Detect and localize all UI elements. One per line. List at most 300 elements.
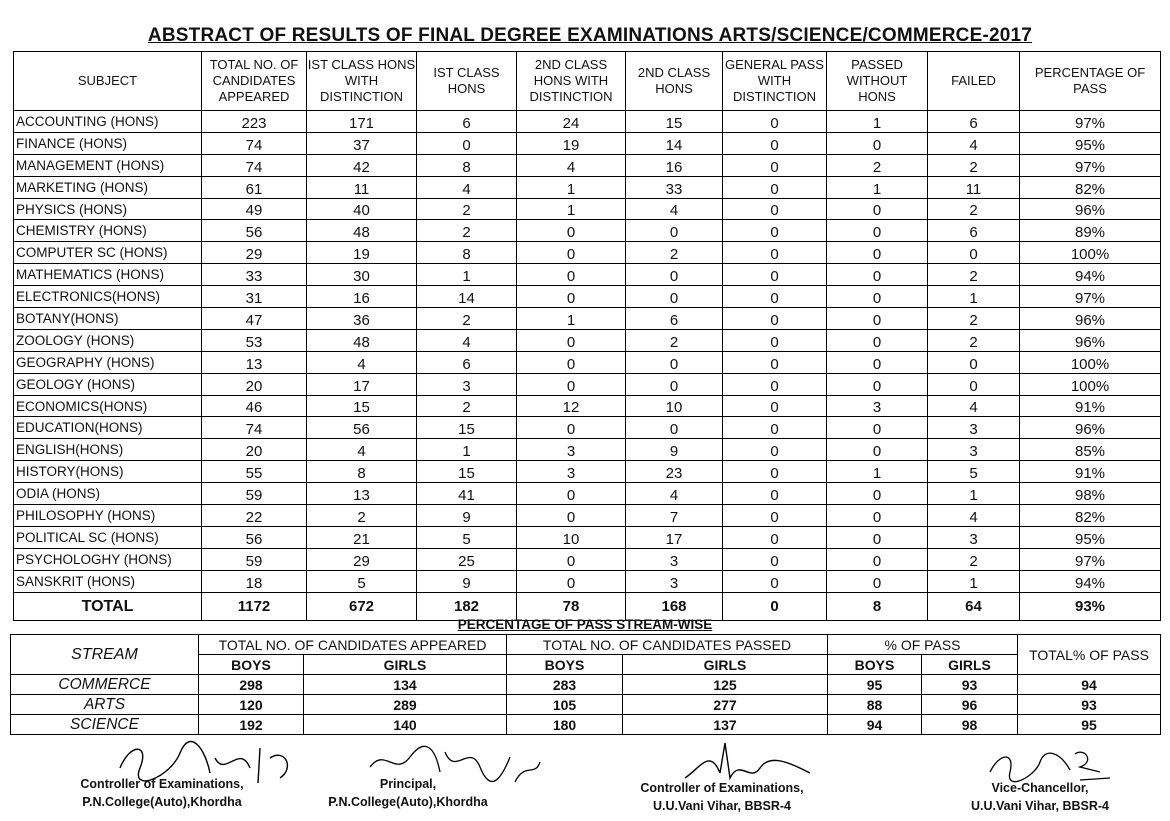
header-general-pass-distinction: GENERAL PASS WITH DISTINCTION [723, 52, 827, 111]
cell-stream-name: ARTS [11, 695, 199, 715]
cell-subject: GEOLOGY (HONS) [14, 373, 202, 395]
cell-second: 7 [626, 505, 723, 527]
cell-second: 33 [626, 176, 723, 198]
stream-section-title: PERCENTAGE OF PASS STREAM-WISE [457, 617, 713, 632]
signature-block-2 [298, 775, 518, 811]
cell-passed-without: 1 [827, 176, 928, 198]
total-pct: 93% [1020, 592, 1161, 620]
cell-first: 15 [417, 417, 517, 439]
cell-subject: ZOOLOGY (HONS) [14, 329, 202, 351]
cell-failed: 1 [928, 483, 1020, 505]
signature-block-1 [52, 775, 272, 811]
cell-passed-without: 0 [827, 505, 928, 527]
cell-appeared: 53 [202, 329, 307, 351]
cell-appeared: 20 [202, 373, 307, 395]
cell-passed-without: 0 [827, 329, 928, 351]
table-row [14, 373, 1161, 395]
cell-second: 23 [626, 461, 723, 483]
table-row [14, 505, 1161, 527]
document-title: ABSTRACT OF RESULTS OF FINAL DEGREE EXAMINATIONS ARTS/SCIENCE/COMMERCE-2017 [147, 25, 1033, 46]
table-row [14, 220, 1161, 242]
signature-2-title: Principal, [379, 777, 437, 791]
cell-failed: 2 [928, 548, 1020, 570]
cell-subject: HISTORY(HONS) [14, 461, 202, 483]
cell-general-dist: 0 [723, 264, 827, 286]
cell-second: 6 [626, 308, 723, 330]
cell-general-dist: 0 [723, 395, 827, 417]
cell-pct-girls: 93 [922, 675, 1018, 695]
cell-passed-boys: 105 [507, 695, 623, 715]
table-row [14, 417, 1161, 439]
cell-general-dist: 0 [723, 242, 827, 264]
cell-total-pct: 94 [1018, 675, 1161, 695]
total-row [14, 592, 1161, 620]
signature-3-title: Controller of Examinations, [640, 781, 804, 795]
total-first-dist: 672 [307, 592, 417, 620]
table-row [14, 461, 1161, 483]
total-first: 182 [417, 592, 517, 620]
cell-passed-girls: 125 [623, 675, 828, 695]
table-row [14, 198, 1161, 220]
total-subject: TOTAL [14, 592, 202, 620]
cell-second: 14 [626, 132, 723, 154]
cell-failed: 0 [928, 351, 1020, 373]
cell-second: 4 [626, 198, 723, 220]
cell-passed-without: 0 [827, 308, 928, 330]
cell-passed-without: 0 [827, 483, 928, 505]
total-general-dist: 0 [723, 592, 827, 620]
cell-pct: 96% [1020, 329, 1161, 351]
cell-passed-without: 0 [827, 132, 928, 154]
cell-general-dist: 0 [723, 132, 827, 154]
cell-second-dist: 0 [517, 570, 626, 592]
cell-appeared: 55 [202, 461, 307, 483]
cell-passed-without: 0 [827, 570, 928, 592]
header-appeared: TOTAL NO. OF CANDIDATES APPEARED [202, 52, 307, 111]
cell-appeared-boys: 298 [199, 675, 304, 695]
cell-subject: FINANCE (HONS) [14, 132, 202, 154]
cell-first: 9 [417, 570, 517, 592]
cell-second-dist: 0 [517, 286, 626, 308]
cell-pct: 95% [1020, 132, 1161, 154]
cell-second-dist: 10 [517, 526, 626, 548]
cell-second: 4 [626, 483, 723, 505]
cell-first: 5 [417, 526, 517, 548]
cell-first-dist: 171 [307, 111, 417, 133]
cell-stream-name: COMMERCE [11, 675, 199, 695]
cell-first: 14 [417, 286, 517, 308]
cell-second-dist: 0 [517, 329, 626, 351]
cell-first-dist: 40 [307, 198, 417, 220]
cell-subject: MARKETING (HONS) [14, 176, 202, 198]
cell-second: 3 [626, 548, 723, 570]
cell-subject: PHYSICS (HONS) [14, 198, 202, 220]
total-second-dist: 78 [517, 592, 626, 620]
cell-second-dist: 4 [517, 154, 626, 176]
cell-total-pct: 95 [1018, 715, 1161, 735]
cell-passed-without: 0 [827, 526, 928, 548]
cell-passed-girls: 277 [623, 695, 828, 715]
cell-subject: MATHEMATICS (HONS) [14, 264, 202, 286]
cell-appeared: 18 [202, 570, 307, 592]
cell-passed-without: 0 [827, 220, 928, 242]
cell-second-dist: 0 [517, 548, 626, 570]
cell-failed: 3 [928, 526, 1020, 548]
cell-passed-without: 0 [827, 373, 928, 395]
cell-appeared: 33 [202, 264, 307, 286]
cell-appeared-boys: 120 [199, 695, 304, 715]
cell-second-dist: 0 [517, 351, 626, 373]
header-second-class: 2ND CLASS HONS [626, 52, 723, 111]
cell-first: 1 [417, 439, 517, 461]
cell-second-dist: 0 [517, 483, 626, 505]
cell-failed: 4 [928, 505, 1020, 527]
cell-passed-girls: 137 [623, 715, 828, 735]
total-second: 168 [626, 592, 723, 620]
cell-first-dist: 21 [307, 526, 417, 548]
appeared-header: TOTAL NO. OF CANDIDATES APPEARED [199, 635, 507, 655]
cell-first-dist: 36 [307, 308, 417, 330]
table-row [14, 111, 1161, 133]
cell-first: 6 [417, 111, 517, 133]
cell-appeared: 74 [202, 132, 307, 154]
cell-failed: 4 [928, 132, 1020, 154]
cell-pct: 94% [1020, 570, 1161, 592]
cell-failed: 2 [928, 308, 1020, 330]
cell-pct-girls: 96 [922, 695, 1018, 715]
cell-first-dist: 16 [307, 286, 417, 308]
total-passed-without: 8 [827, 592, 928, 620]
cell-appeared: 74 [202, 154, 307, 176]
cell-appeared-boys: 192 [199, 715, 304, 735]
cell-appeared: 61 [202, 176, 307, 198]
cell-appeared: 59 [202, 483, 307, 505]
cell-general-dist: 0 [723, 505, 827, 527]
table-row [14, 242, 1161, 264]
cell-appeared: 74 [202, 417, 307, 439]
cell-first-dist: 29 [307, 548, 417, 570]
pct-girls-header: GIRLS [922, 655, 1018, 675]
cell-failed: 6 [928, 220, 1020, 242]
appeared-girls-header: GIRLS [304, 655, 507, 675]
cell-second: 0 [626, 351, 723, 373]
cell-second: 9 [626, 439, 723, 461]
table-row [14, 286, 1161, 308]
cell-failed: 2 [928, 264, 1020, 286]
cell-pct-boys: 88 [828, 695, 922, 715]
cell-first: 1 [417, 264, 517, 286]
cell-passed-boys: 180 [507, 715, 623, 735]
signature-3-institution: U.U.Vani Vihar, BBSR-4 [652, 799, 791, 813]
cell-second-dist: 1 [517, 308, 626, 330]
cell-failed: 11 [928, 176, 1020, 198]
signature-4-title: Vice-Chancellor, [991, 781, 1089, 795]
cell-appeared-girls: 140 [304, 715, 507, 735]
cell-first-dist: 15 [307, 395, 417, 417]
cell-second: 16 [626, 154, 723, 176]
cell-first: 8 [417, 154, 517, 176]
cell-general-dist: 0 [723, 461, 827, 483]
cell-stream-name: SCIENCE [11, 715, 199, 735]
cell-appeared: 56 [202, 526, 307, 548]
cell-first-dist: 48 [307, 220, 417, 242]
cell-general-dist: 0 [723, 439, 827, 461]
results-table [13, 51, 1161, 621]
cell-first: 2 [417, 308, 517, 330]
cell-passed-without: 0 [827, 264, 928, 286]
cell-general-dist: 0 [723, 373, 827, 395]
cell-second-dist: 0 [517, 264, 626, 286]
cell-first-dist: 2 [307, 505, 417, 527]
cell-appeared: 20 [202, 439, 307, 461]
cell-general-dist: 0 [723, 570, 827, 592]
table-row [14, 154, 1161, 176]
stream-header: STREAM [11, 635, 199, 675]
cell-appeared-girls: 289 [304, 695, 507, 715]
cell-second-dist: 1 [517, 176, 626, 198]
passed-girls-header: GIRLS [623, 655, 828, 675]
cell-first: 2 [417, 395, 517, 417]
cell-passed-without: 0 [827, 417, 928, 439]
cell-passed-boys: 283 [507, 675, 623, 695]
cell-appeared: 13 [202, 351, 307, 373]
cell-failed: 2 [928, 198, 1020, 220]
cell-pct-boys: 95 [828, 675, 922, 695]
cell-appeared: 22 [202, 505, 307, 527]
cell-general-dist: 0 [723, 220, 827, 242]
cell-pct: 98% [1020, 483, 1161, 505]
table-row [14, 439, 1161, 461]
cell-second-dist: 1 [517, 198, 626, 220]
cell-first-dist: 11 [307, 176, 417, 198]
cell-general-dist: 0 [723, 483, 827, 505]
cell-second-dist: 3 [517, 439, 626, 461]
cell-appeared: 29 [202, 242, 307, 264]
cell-failed: 4 [928, 395, 1020, 417]
table-row [14, 526, 1161, 548]
results-header-row [14, 52, 1161, 111]
signature-block-3 [612, 779, 832, 815]
cell-first: 3 [417, 373, 517, 395]
cell-pct: 100% [1020, 373, 1161, 395]
cell-pct: 91% [1020, 461, 1161, 483]
results-body [14, 111, 1161, 621]
cell-subject: ODIA (HONS) [14, 483, 202, 505]
header-first-class: IST CLASS HONS [417, 52, 517, 111]
passed-header: TOTAL NO. OF CANDIDATES PASSED [507, 635, 828, 655]
cell-subject: EDUCATION(HONS) [14, 417, 202, 439]
cell-appeared: 49 [202, 198, 307, 220]
cell-general-dist: 0 [723, 198, 827, 220]
cell-total-pct: 93 [1018, 695, 1161, 715]
cell-first: 15 [417, 461, 517, 483]
cell-first-dist: 48 [307, 329, 417, 351]
cell-failed: 3 [928, 439, 1020, 461]
cell-appeared: 47 [202, 308, 307, 330]
cell-pct: 95% [1020, 526, 1161, 548]
cell-second: 15 [626, 111, 723, 133]
signature-2-institution: P.N.College(Auto),Khordha [328, 795, 488, 809]
table-row [14, 395, 1161, 417]
cell-subject: POLITICAL SC (HONS) [14, 526, 202, 548]
cell-second: 0 [626, 417, 723, 439]
cell-passed-without: 0 [827, 351, 928, 373]
cell-second-dist: 0 [517, 417, 626, 439]
cell-failed: 3 [928, 417, 1020, 439]
cell-appeared: 31 [202, 286, 307, 308]
cell-subject: PHILOSOPHY (HONS) [14, 505, 202, 527]
table-row [14, 570, 1161, 592]
cell-general-dist: 0 [723, 176, 827, 198]
cell-pct: 100% [1020, 242, 1161, 264]
cell-first-dist: 17 [307, 373, 417, 395]
cell-pct: 97% [1020, 548, 1161, 570]
cell-second-dist: 0 [517, 242, 626, 264]
cell-general-dist: 0 [723, 111, 827, 133]
cell-first: 4 [417, 329, 517, 351]
cell-second: 17 [626, 526, 723, 548]
cell-appeared: 223 [202, 111, 307, 133]
stream-table [10, 634, 1161, 735]
cell-second: 2 [626, 242, 723, 264]
cell-first-dist: 4 [307, 439, 417, 461]
cell-passed-without: 1 [827, 111, 928, 133]
pct-pass-header: % OF PASS [828, 635, 1018, 655]
cell-second: 0 [626, 264, 723, 286]
cell-subject: SANSKRIT (HONS) [14, 570, 202, 592]
cell-general-dist: 0 [723, 308, 827, 330]
cell-passed-without: 0 [827, 242, 928, 264]
cell-failed: 1 [928, 570, 1020, 592]
cell-pct: 82% [1020, 176, 1161, 198]
cell-subject: PSYCHOLOGHY (HONS) [14, 548, 202, 570]
stream-row [11, 675, 1161, 695]
cell-second-dist: 0 [517, 220, 626, 242]
cell-general-dist: 0 [723, 286, 827, 308]
pct-boys-header: BOYS [828, 655, 922, 675]
cell-first: 0 [417, 132, 517, 154]
cell-pct: 100% [1020, 351, 1161, 373]
cell-first: 2 [417, 220, 517, 242]
cell-appeared: 56 [202, 220, 307, 242]
cell-failed: 0 [928, 242, 1020, 264]
header-second-class-distinction: 2ND CLASS HONS WITH DISTINCTION [517, 52, 626, 111]
cell-pct: 97% [1020, 286, 1161, 308]
total-pct-header: TOTAL% OF PASS [1018, 635, 1161, 675]
cell-first-dist: 8 [307, 461, 417, 483]
cell-subject: CHEMISTRY (HONS) [14, 220, 202, 242]
cell-second: 10 [626, 395, 723, 417]
cell-failed: 1 [928, 286, 1020, 308]
cell-subject: ACCOUNTING (HONS) [14, 111, 202, 133]
total-appeared: 1172 [202, 592, 307, 620]
signature-4-institution: U.U.Vani Vihar, BBSR-4 [970, 799, 1109, 813]
cell-first-dist: 56 [307, 417, 417, 439]
cell-pct: 82% [1020, 505, 1161, 527]
stream-row [11, 695, 1161, 715]
cell-failed: 5 [928, 461, 1020, 483]
cell-subject: BOTANY(HONS) [14, 308, 202, 330]
cell-second: 0 [626, 286, 723, 308]
cell-second-dist: 3 [517, 461, 626, 483]
cell-first-dist: 30 [307, 264, 417, 286]
cell-failed: 2 [928, 154, 1020, 176]
cell-first: 4 [417, 176, 517, 198]
appeared-boys-header: BOYS [199, 655, 304, 675]
cell-subject: MANAGEMENT (HONS) [14, 154, 202, 176]
cell-pct: 94% [1020, 264, 1161, 286]
cell-passed-without: 1 [827, 461, 928, 483]
cell-first-dist: 37 [307, 132, 417, 154]
cell-first: 41 [417, 483, 517, 505]
cell-first-dist: 5 [307, 570, 417, 592]
cell-second-dist: 0 [517, 373, 626, 395]
cell-general-dist: 0 [723, 351, 827, 373]
cell-appeared: 59 [202, 548, 307, 570]
cell-passed-without: 0 [827, 439, 928, 461]
cell-pct: 91% [1020, 395, 1161, 417]
cell-subject: COMPUTER SC (HONS) [14, 242, 202, 264]
cell-second-dist: 19 [517, 132, 626, 154]
cell-pct: 96% [1020, 198, 1161, 220]
cell-first-dist: 42 [307, 154, 417, 176]
total-failed: 64 [928, 592, 1020, 620]
cell-appeared: 46 [202, 395, 307, 417]
header-percentage-pass: PERCENTAGE OF PASS [1020, 52, 1161, 111]
cell-first: 9 [417, 505, 517, 527]
cell-failed: 0 [928, 373, 1020, 395]
cell-second: 3 [626, 570, 723, 592]
cell-general-dist: 0 [723, 417, 827, 439]
cell-second: 0 [626, 373, 723, 395]
cell-pct: 97% [1020, 154, 1161, 176]
table-row [14, 308, 1161, 330]
table-row [14, 351, 1161, 373]
cell-passed-without: 2 [827, 154, 928, 176]
stream-body [11, 635, 1161, 735]
cell-subject: ENGLISH(HONS) [14, 439, 202, 461]
stream-row [11, 715, 1161, 735]
table-row [14, 548, 1161, 570]
cell-second-dist: 0 [517, 505, 626, 527]
cell-pct: 96% [1020, 417, 1161, 439]
cell-first-dist: 19 [307, 242, 417, 264]
cell-passed-without: 0 [827, 198, 928, 220]
cell-first-dist: 13 [307, 483, 417, 505]
cell-first: 25 [417, 548, 517, 570]
cell-general-dist: 0 [723, 154, 827, 176]
table-row [14, 176, 1161, 198]
table-row [14, 264, 1161, 286]
header-first-class-distinction: IST CLASS HONS WITH DISTINCTION [307, 52, 417, 111]
cell-pct: 85% [1020, 439, 1161, 461]
passed-boys-header: BOYS [507, 655, 623, 675]
cell-second: 0 [626, 220, 723, 242]
cell-general-dist: 0 [723, 526, 827, 548]
cell-first: 6 [417, 351, 517, 373]
cell-pct-girls: 98 [922, 715, 1018, 735]
cell-subject: ECONOMICS(HONS) [14, 395, 202, 417]
cell-second-dist: 12 [517, 395, 626, 417]
cell-general-dist: 0 [723, 329, 827, 351]
signature-1-institution: P.N.College(Auto),Khordha [82, 795, 242, 809]
cell-subject: ELECTRONICS(HONS) [14, 286, 202, 308]
cell-first: 2 [417, 198, 517, 220]
cell-passed-without: 0 [827, 548, 928, 570]
cell-passed-without: 3 [827, 395, 928, 417]
cell-pct-boys: 94 [828, 715, 922, 735]
cell-passed-without: 0 [827, 286, 928, 308]
